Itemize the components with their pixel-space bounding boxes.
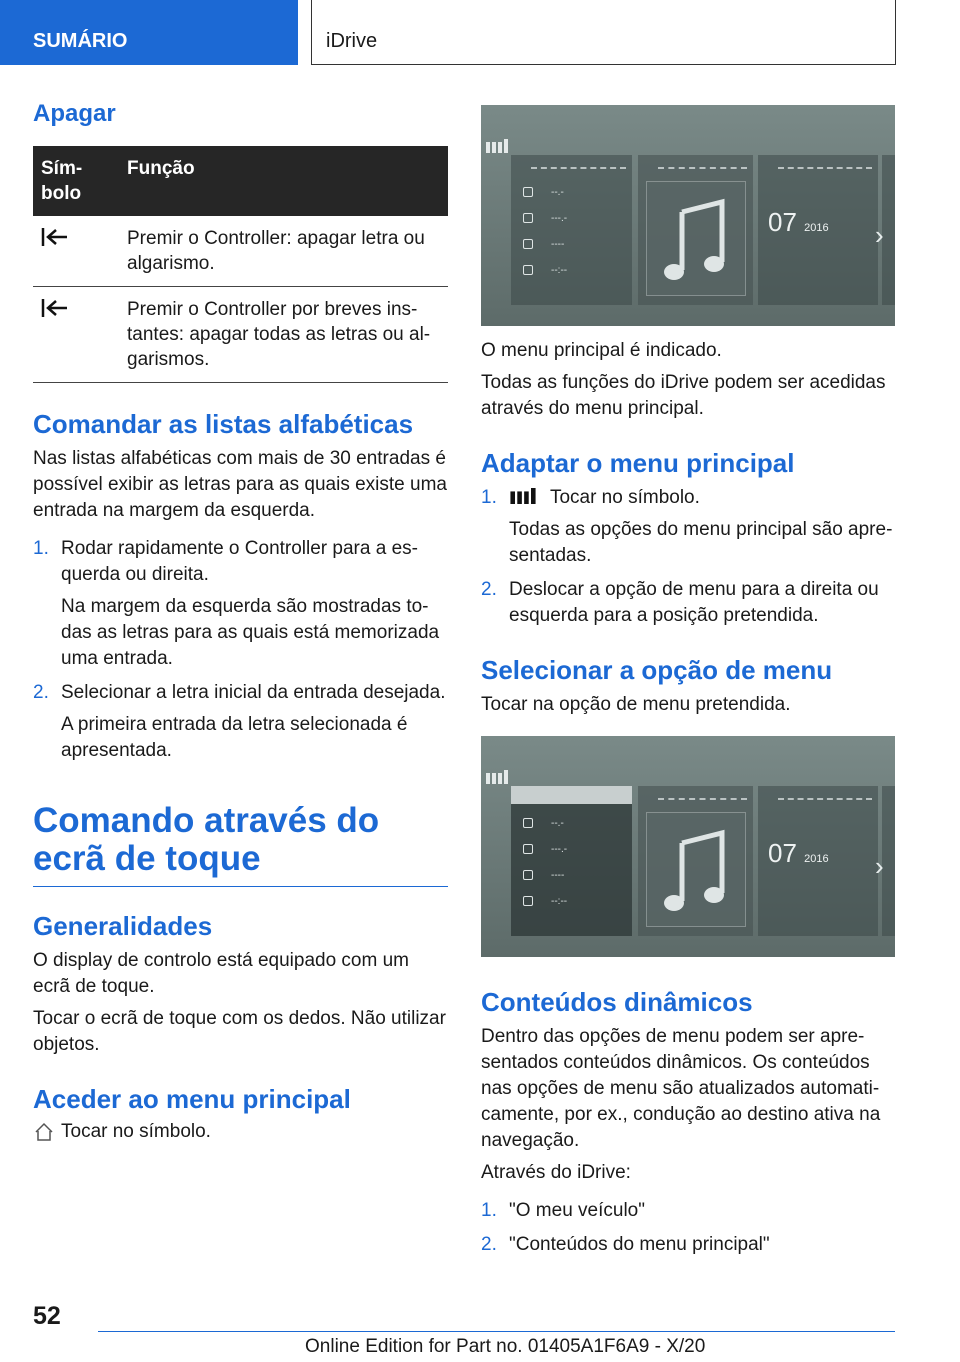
menu-shown-text: O menu principal é indicado. xyxy=(481,340,722,361)
step-text: Deslocar a opção de menu para a direita ou esquerda para a posição pretendida. xyxy=(509,579,879,626)
chevron-right-icon: › xyxy=(875,851,884,881)
vehicle-card xyxy=(511,786,632,936)
list-item xyxy=(33,536,448,672)
home-icon xyxy=(33,1121,55,1143)
main-menu-selected-screenshot xyxy=(481,736,895,957)
music-note-icon xyxy=(647,813,747,928)
media-card xyxy=(638,155,753,305)
page-number: 52 xyxy=(33,1302,61,1330)
access-line xyxy=(33,1121,448,1143)
step-number: 1. xyxy=(481,487,497,508)
dynamic-steps xyxy=(481,1198,895,1258)
step-subtext: Todas as opções do menu principal são apre‐ sentadas. xyxy=(509,519,893,566)
table-cell-function: Premir o Controller: apagar letra ou algarismo. xyxy=(119,216,448,287)
vehicle-value: ---- xyxy=(551,870,565,881)
list-item xyxy=(481,485,895,569)
access-heading: Aceder ao menu principal xyxy=(33,1083,351,1114)
vehicle-value: --.- xyxy=(551,187,564,198)
step-text: Selecionar a letra inicial da entrada desejada. xyxy=(61,682,446,703)
step-number: 2. xyxy=(481,1234,497,1255)
back-arrow-icon xyxy=(41,297,69,319)
footer-divider xyxy=(98,1331,895,1332)
date-day: 07 xyxy=(768,207,797,237)
col-symbol-line1: Sím‐ xyxy=(41,158,83,179)
step-text: Rodar rapidamente o Controller para a es‐ querda ou direita. xyxy=(61,538,418,585)
select-text: Tocar na opção de menu pretendida. xyxy=(481,694,791,715)
list-item xyxy=(481,1198,895,1224)
step-text: Tocar no símbolo. xyxy=(549,487,700,508)
music-note-icon xyxy=(647,182,747,297)
menu-grid-icon xyxy=(509,488,537,504)
dynamic-via: Através do iDrive: xyxy=(481,1162,631,1183)
right-column xyxy=(481,105,895,1266)
left-column xyxy=(33,100,448,1143)
apagar-heading: Apagar xyxy=(33,100,116,127)
calendar-card xyxy=(758,786,878,936)
step-subtext: A primeira entrada da letra selecionada é apresentada. xyxy=(61,714,408,761)
partial-card xyxy=(882,155,895,305)
col-symbol-header xyxy=(33,146,119,216)
functions-text: Todas as funções do iDrive podem ser acedidas através do menu principal. xyxy=(481,372,886,419)
step-text: "Conteúdos do menu principal" xyxy=(509,1234,770,1255)
media-card xyxy=(638,786,753,936)
vehicle-value: --:-- xyxy=(551,896,568,907)
chevron-right-icon: › xyxy=(875,220,884,250)
calendar-card xyxy=(758,155,878,305)
alpha-text: Nas listas alfabéticas com mais de 30 entradas é possível exibir as letras para as quais existe uma entrada na margem da esquerda. xyxy=(33,448,447,521)
main-menu-screenshot xyxy=(481,105,895,326)
step-text: "O meu veículo" xyxy=(509,1200,645,1221)
symbol-table xyxy=(33,146,448,383)
general-text-2: Tocar o ecrã de toque com os dedos. Não utilizar objetos. xyxy=(33,1007,446,1055)
touch-heading: Comando através do ecrã de toque xyxy=(33,802,448,887)
dynamic-text: Dentro das opções de menu podem ser apre‐ sentados conteúdos dinâmicos. Os conteúdos nas opções de menu são atualizados automati‐ camente, por ex., condução ao destino ativa na navegação. xyxy=(481,1026,881,1151)
col-function-header: Função xyxy=(119,146,448,216)
step-number: 2. xyxy=(481,579,497,600)
step-number: 1. xyxy=(33,538,49,559)
step-subtext: Na margem da esquerda são mostradas to‐ das as letras para as quais está memorizada uma entrada. xyxy=(61,596,440,669)
dynamic-heading: Conteúdos dinâmicos xyxy=(481,987,753,1017)
date-year: 2016 xyxy=(804,853,829,865)
menu-grid-icon xyxy=(486,139,508,153)
vehicle-value: ---.- xyxy=(551,213,568,224)
date-year: 2016 xyxy=(804,222,829,234)
back-arrow-icon xyxy=(41,226,69,248)
chapter-tab[interactable]: iDrive xyxy=(311,0,896,65)
vehicle-value: --:-- xyxy=(551,265,568,276)
partial-card xyxy=(882,786,895,936)
list-item xyxy=(481,1232,895,1258)
alpha-heading: Comandar as listas alfabéticas xyxy=(33,409,414,439)
vehicle-value: --.- xyxy=(551,818,564,829)
date-day: 07 xyxy=(768,838,797,868)
general-heading: Generalidades xyxy=(33,910,213,941)
step-number: 1. xyxy=(481,1200,497,1221)
summary-tab[interactable]: SUMÁRIO xyxy=(0,0,298,65)
vehicle-value: ---- xyxy=(551,239,565,250)
vehicle-value: ---.- xyxy=(551,844,568,855)
col-symbol-line2: bolo xyxy=(41,183,82,204)
table-cell-function: Premir o Controller por breves ins‐ tantes: apagar todas as letras ou al‐ garismos. xyxy=(119,287,448,383)
table-row xyxy=(33,287,448,383)
menu-grid-icon xyxy=(486,770,508,784)
access-text: Tocar no símbolo. xyxy=(61,1120,211,1142)
adapt-steps xyxy=(481,485,895,629)
vehicle-card xyxy=(511,155,632,305)
table-row xyxy=(33,216,448,287)
step-number: 2. xyxy=(33,682,49,703)
footer-edition[interactable]: Online Edition for Part no. 01405A1F6A9 - X/20 xyxy=(305,1336,706,1357)
alpha-steps xyxy=(33,536,448,764)
general-text-1: O display de controlo está equipado com um ecrã de toque. xyxy=(33,949,409,997)
list-item xyxy=(481,577,895,629)
list-item xyxy=(33,680,448,764)
adapt-heading: Adaptar o menu principal xyxy=(481,448,795,478)
select-heading: Selecionar a opção de menu xyxy=(481,655,833,685)
